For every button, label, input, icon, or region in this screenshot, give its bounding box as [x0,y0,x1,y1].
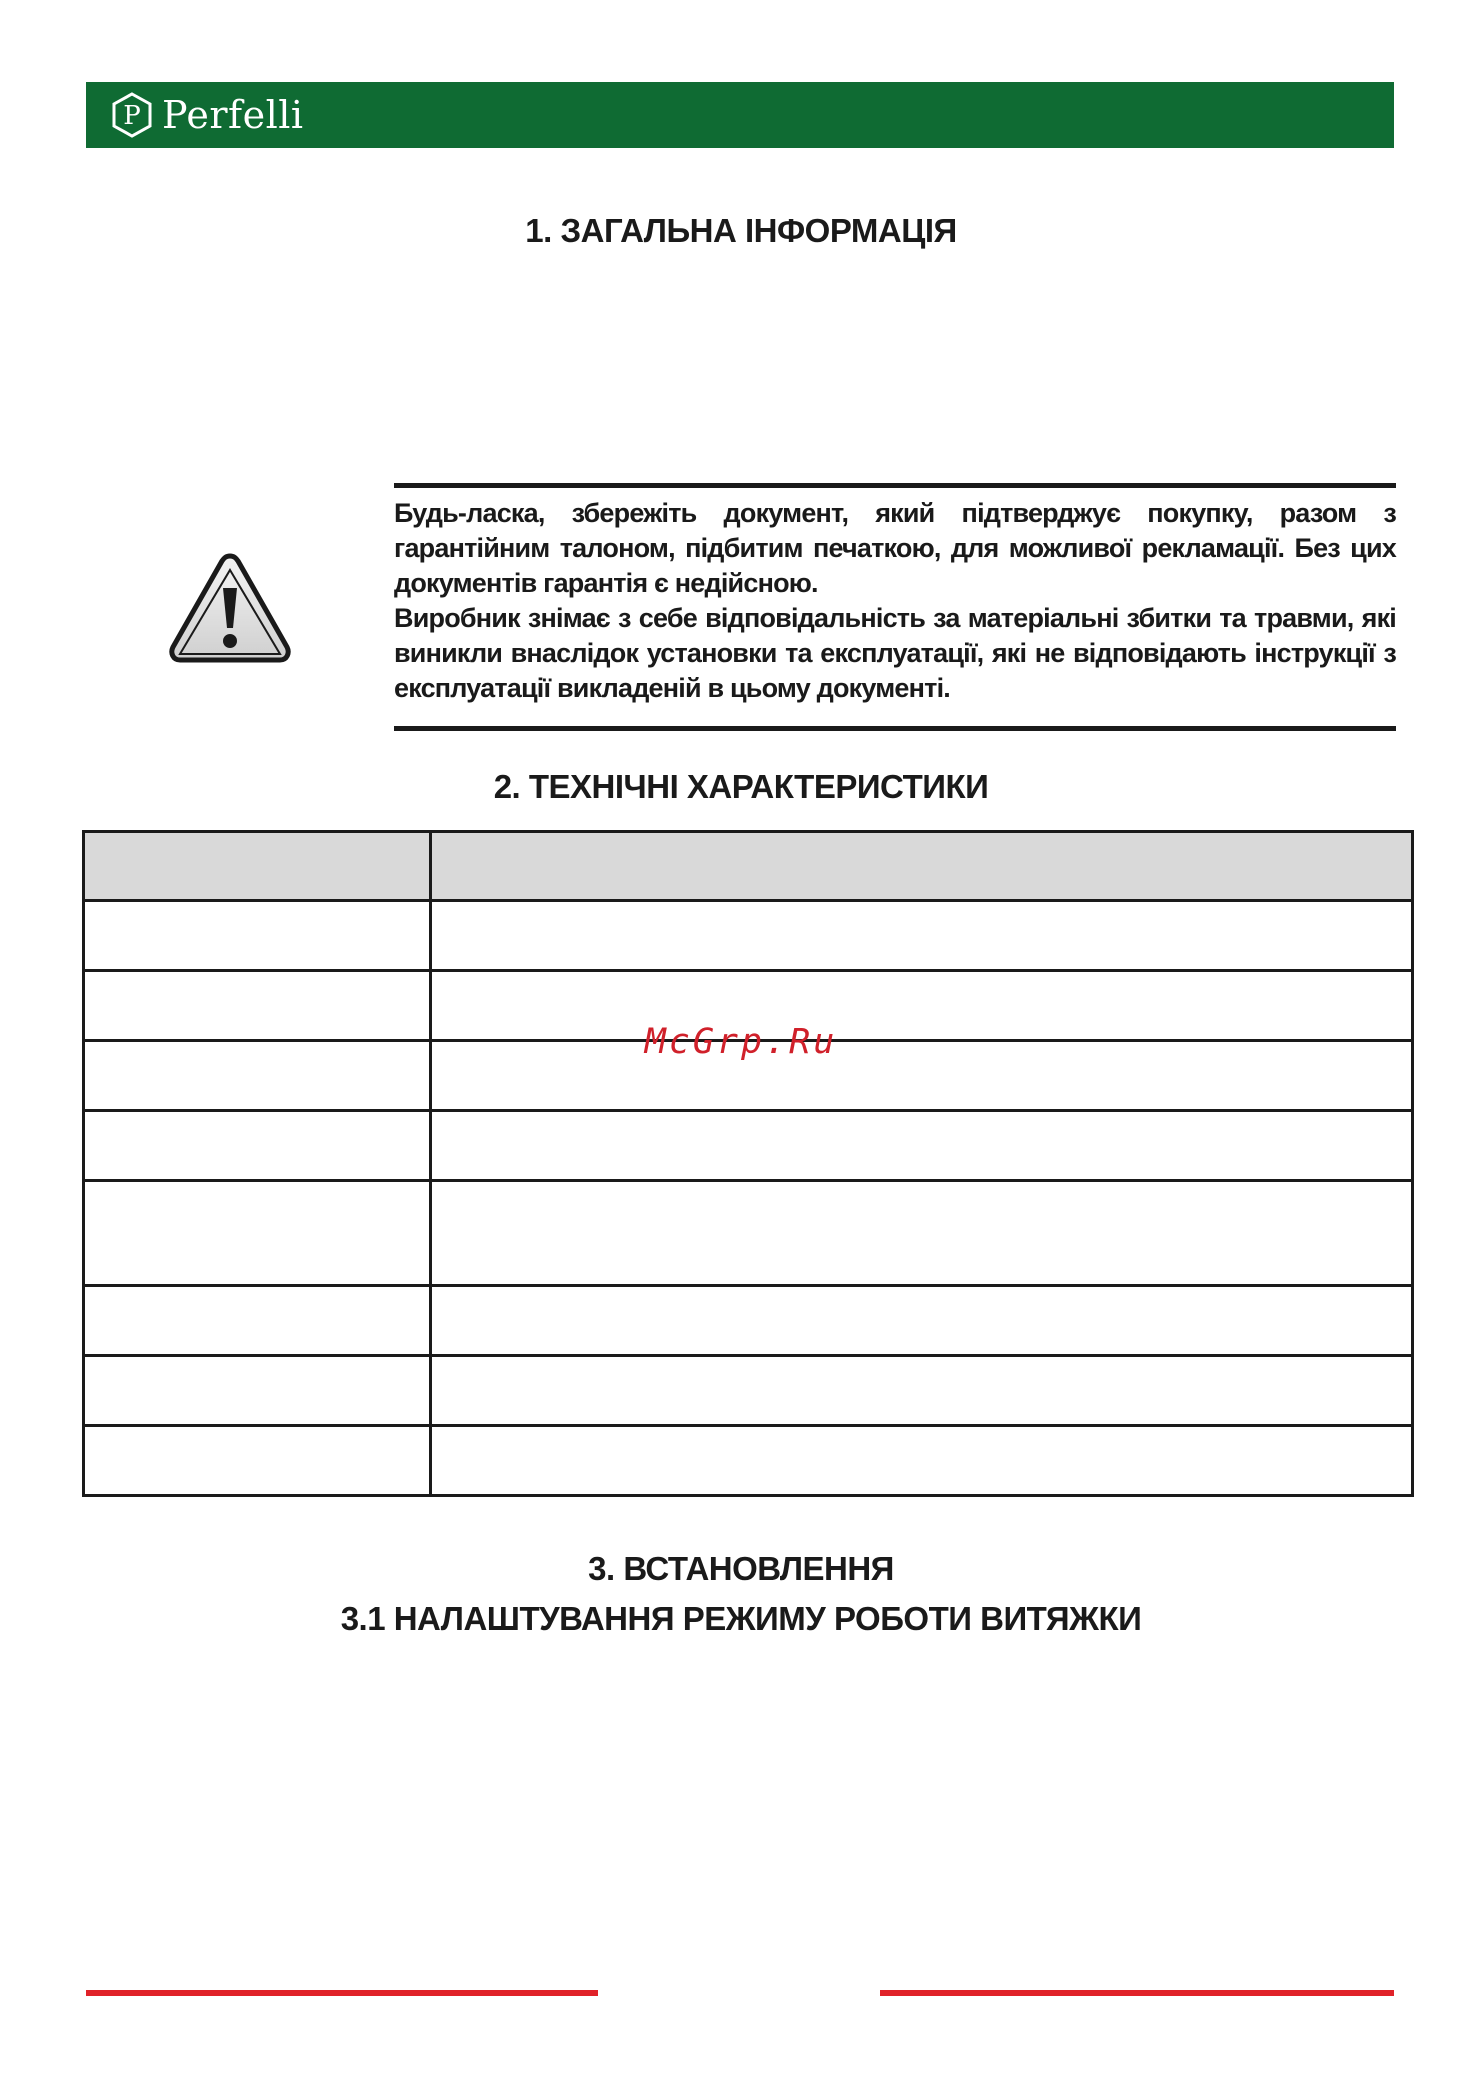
table-cell [431,1426,1413,1496]
watermark-text: McGrp.Ru [644,1022,838,1062]
table-header-cell [431,832,1413,901]
warning-paragraph-liability: Виробник знімає з себе відповідальність за матеріальні збитки та травми, які виникли внаслідок установки та експлуатації, які не відповідають інструкції з експлуатації викладеній в цьому документі. [394,603,1396,703]
table-row [84,1181,1413,1286]
table-cell [431,1356,1413,1426]
table-header-cell [84,832,431,901]
table-cell [431,1286,1413,1356]
table-cell [84,1286,431,1356]
table-cell [84,901,431,971]
warning-text [394,496,1396,706]
specs-table [82,830,1414,1497]
specs-title: 2. ТЕХНІЧНІ ХАРАКТЕРИСТИКИ [493,768,989,805]
table-cell [431,1111,1413,1181]
table-row [84,1286,1413,1356]
svg-text:P: P [123,101,141,131]
warning-top-rule [394,483,1396,488]
table-cell [84,1426,431,1496]
installation-title: 3. ВСТАНОВЛЕННЯ [588,1550,894,1587]
warning-triangle-icon [166,550,294,666]
table-row [84,1426,1413,1496]
brand-header-bar [86,82,1394,148]
brand-name: Perfelli [162,93,304,137]
footer-line-right [880,1990,1394,1996]
table-row [84,1111,1413,1181]
table-row [84,1356,1413,1426]
table-cell [431,1181,1413,1286]
footer-line-left [86,1990,598,1996]
table-header-row [84,832,1413,901]
general-info-title: 1. ЗАГАЛЬНА ІНФОРМАЦІЯ [525,212,957,249]
perfelli-logo-icon [110,91,154,139]
warning-paragraph-receipt: Будь-ласка, збережіть документ, який підтверджує покупку, разом з гарантійним талоном, підбитим печаткою, для можливої рекламації. Без цих документів гарантія є недійсною. [394,498,1396,598]
table-cell [84,1356,431,1426]
table-row [84,901,1413,971]
warning-bottom-rule [394,726,1396,731]
table-cell [84,1181,431,1286]
table-cell [431,901,1413,971]
table-cell [84,1111,431,1181]
installation-subtitle: 3.1 НАЛАШТУВАННЯ РЕЖИМУ РОБОТИ ВИТЯЖКИ [340,1600,1142,1637]
